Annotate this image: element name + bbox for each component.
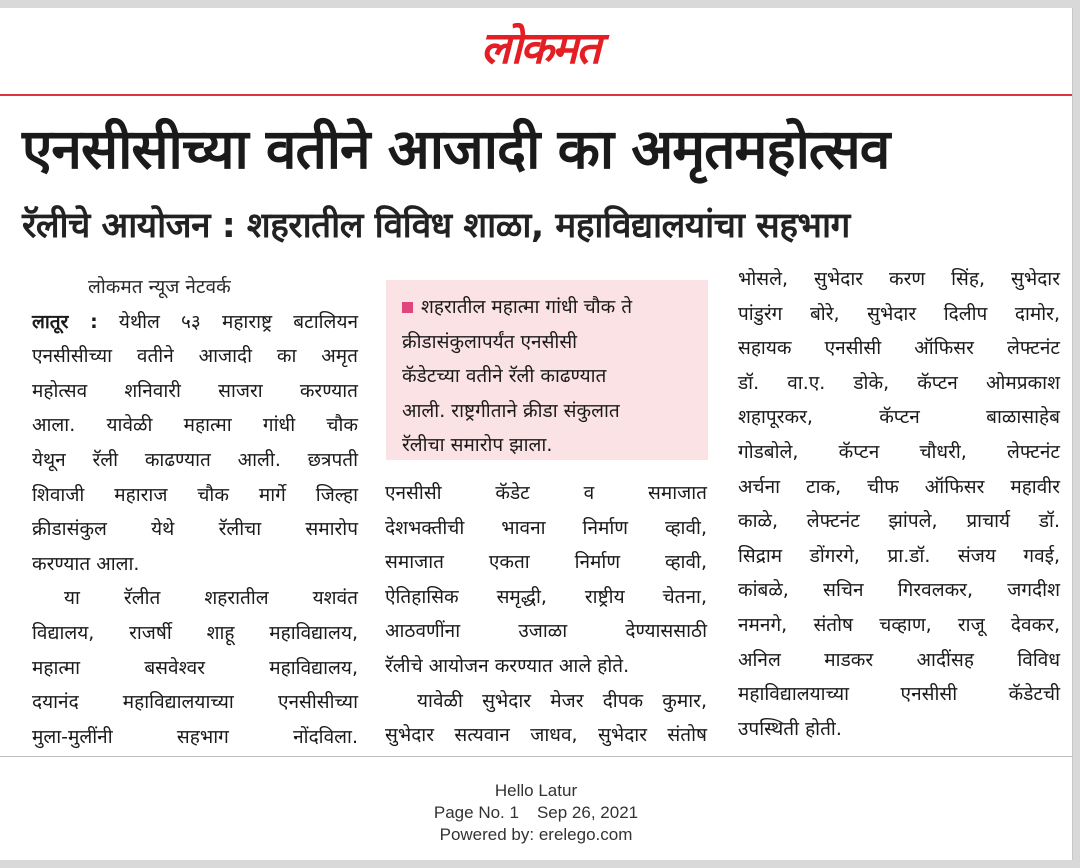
highlight-line-text: शहरातील महात्मा गांधी चौक ते [421,296,633,318]
article-line: यावेळी सुभेदार मेजर दीपक कुमार, [417,689,707,712]
article-line: काळे, लेफ्टनंट झांपले, प्राचार्य डॉ. [738,510,1060,533]
article-line: एनसीसी कॅडेट व समाजात [385,482,707,504]
publication-date: Sep 26, 2021 [536,803,639,822]
article-line: समाजात एकता निर्माण व्हावी, [385,551,707,574]
article-line: एनसीसीच्या वतीने आजादी का अमृत [32,345,358,368]
masthead [0,8,1072,96]
newspaper-clipping [0,8,1073,860]
article-line: महोत्सव शनिवारी साजरा करण्यात [32,379,358,402]
article-line: उपस्थिती होती. [738,717,842,740]
article-headline: एनसीसीच्या वतीने आजादी का अमृतमहोत्सव [22,117,890,181]
highlight-line: आली. राष्ट्रगीताने क्रीडा संकुलात [402,399,620,422]
lokmat-logo: लोकमत [480,23,600,74]
byline: लोकमत न्यूज नेटवर्क [88,276,231,298]
article-line: नमनगे, संतोष चव्हाण, राजू देवकर, [738,613,1060,636]
article-line: विद्यालय, राजर्षी शाहू महाविद्यालय, [32,621,358,644]
article-line: सिद्राम डोंगरगे, प्रा.डॉ. संजय गवई, [738,544,1060,567]
article-line: कांबळे, सचिन गिरवलकर, जगदीश [738,579,1060,602]
article-subheadline: रॅलीचे आयोजन : शहरातील विविध शाळा, महाविद्यालयांचा सहभाग [22,206,850,246]
article-line: सहायक एनसीसी ऑफिसर लेफ्टनंट [738,337,1060,360]
article-line-text: येथील ५३ महाराष्ट्र बटालियन [118,310,359,333]
article-line [32,305,358,340]
article-line: देशभक्तीची भावना निर्माण व्हावी, [385,516,707,539]
dateline-place: लातूर : [32,310,98,333]
article-line: शिवाजी महाराज चौक मार्गे जिल्हा [32,483,358,506]
article-line: शहापूरकर, कॅप्टन बाळासाहेब [738,406,1060,429]
page-footer [0,780,1072,846]
article-line: भोसले, सुभेदार करण सिंह, सुभेदार [738,268,1060,290]
page-number: Page No. 1 [433,803,519,822]
powered-by-link[interactable]: Powered by: erelego.com [439,825,633,844]
article-line: क्रीडासंकुल येथे रॅलीचा समारोप [32,518,358,541]
article-line: अर्चना टाक, चीफ ऑफिसर महावीर [738,475,1060,498]
article-line: पांडुरंग बोरे, सुभेदार दिलीप दामोर, [738,302,1060,325]
footer-page-info [0,802,1072,824]
square-bullet-icon [402,302,413,313]
article-line: आला. यावेळी महात्मा गांधी चौक [32,414,358,437]
masthead-rule [0,94,1072,96]
article-line: करण्यात आला. [32,552,140,575]
article-line: ऐतिहासिक समृद्धी, राष्ट्रीय चेतना, [385,585,707,608]
article-line: मुला-मुलींनी सहभाग नोंदविला. [32,725,358,748]
highlight-line [402,290,700,325]
article-line: गोडबोले, कॅप्टन चौधरी, लेफ्टनंट [738,440,1060,463]
article-line: रॅलीचे आयोजन करण्यात आले होते. [385,654,630,677]
article-line: डॉ. वा.ए. डोके, कॅप्टन ओमप्रकाश [738,371,1060,394]
highlight-line: क्रीडासंकुलापर्यंत एनसीसी [402,330,578,353]
article-line: अनिल माडकर आदींसह विविध [738,648,1060,671]
article-column-1 [32,270,358,754]
article-line: आठवणींना उजाळा देण्याससाठी [385,620,707,643]
footer-source: Hello Latur [494,781,578,800]
highlight-line: कॅडेटच्या वतीने रॅली काढण्यात [402,365,607,388]
article-column-3 [738,262,1060,746]
article-line: दयानंद महाविद्यालयाच्या एनसीसीच्या [32,691,358,714]
article-line: या रॅलीत शहरातील यशवंत [64,587,358,610]
footer-divider [0,756,1072,757]
article-line: सुभेदार सत्यवान जाधव, सुभेदार संतोष [385,724,707,747]
highlight-text [402,290,700,463]
article-line: येथून रॅली काढण्यात आली. छत्रपती [32,448,358,471]
highlight-line: रॅलीचा समारोप झाला. [402,434,553,457]
article-line: महाविद्यालयाच्या एनसीसी कॅडेटची [738,683,1060,706]
highlight-box [386,280,708,460]
article-column-2 [385,476,707,753]
article-line: महात्मा बसवेश्वर महाविद्यालय, [32,656,358,679]
